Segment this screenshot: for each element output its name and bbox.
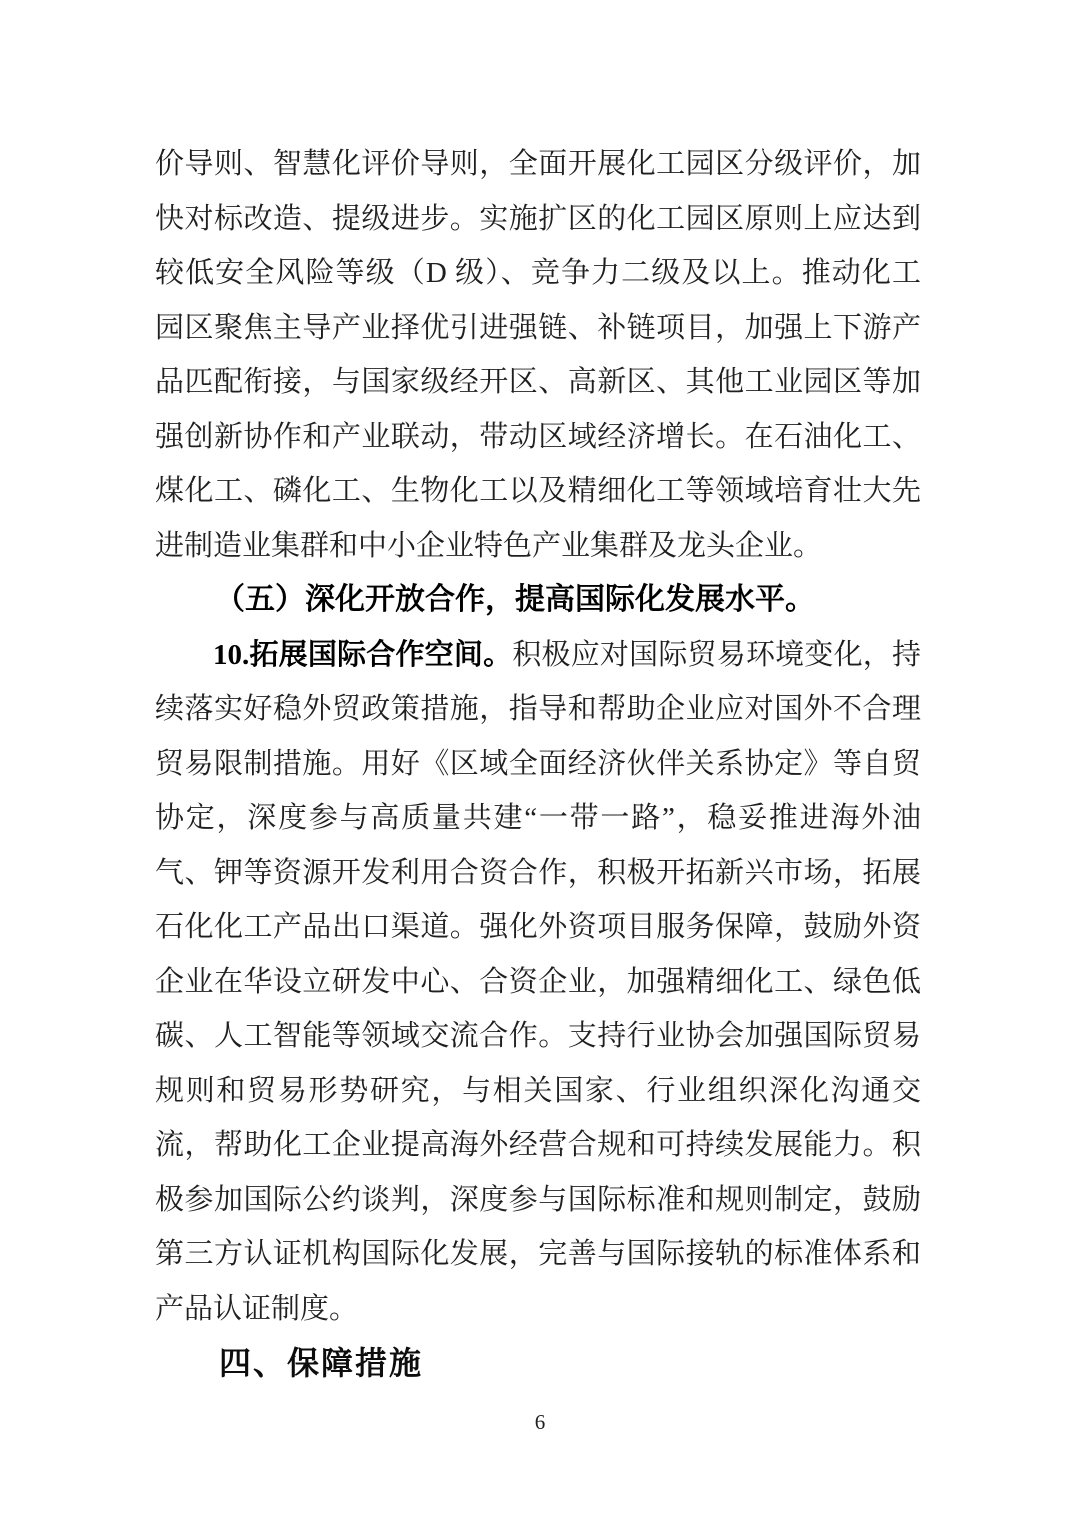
item-10-number-and-title: 10.拓展国际合作空间。: [213, 638, 513, 671]
page-number: 6: [534, 1410, 546, 1434]
document-body: [155, 137, 921, 1390]
chapter-4-heading: 四、保障措施: [219, 1345, 424, 1381]
item-10-body-text: 积极应对国际贸易环境变化，持续落实好稳外贸政策措施，指导和帮助企业应对国外不合理贸易限制措施。用好《区域全面经济伙伴关系协定》等自贸协定，深度参与高质量共建“一带一路”，稳妥推进海外油气、钾等资源开发利用合资合作，积极开拓新兴市场，拓展石化化工产品出口渠道。强化外资项目服务保障，鼓励外资企业在华设立研发中心、合资企业，加强精细化工、绿色低碳、人工智能等领域交流合作。支持行业协会加强国际贸易规则和贸易形势研究，与相关国家、行业组织深化沟通交流，帮助化工企业提高海外经营合规和可持续发展能力。积极参加国际公约谈判，深度参与国际标准和规则制定，鼓励第三方认证机构国际化发展，完善与国际接轨的标准体系和产品认证制度。: [155, 638, 921, 1325]
section-5-subheading: （五）深化开放合作，提高国际化发展水平。: [215, 583, 815, 616]
paragraph-continuation: 价导则、智慧化评价导则，全面开展化工园区分级评价，加快对标改造、提级进步。实施扩区的化工园区原则上应达到较低安全风险等级（D 级）、竞争力二级及以上。推动化工园区聚焦主导产业择优引进强链、补链项目，加强上下游产品匹配衔接，与国家级经开区、高新区、其他工业园区等加强创新协作和产业联动，带动区域经济增长。在石油化工、煤化工、磷化工、生物化工以及精细化工等领域培育壮大先进制造业集群和中小企业特色产业集群及龙头企业。: [155, 148, 921, 562]
paragraph-item-10: [155, 628, 921, 1337]
